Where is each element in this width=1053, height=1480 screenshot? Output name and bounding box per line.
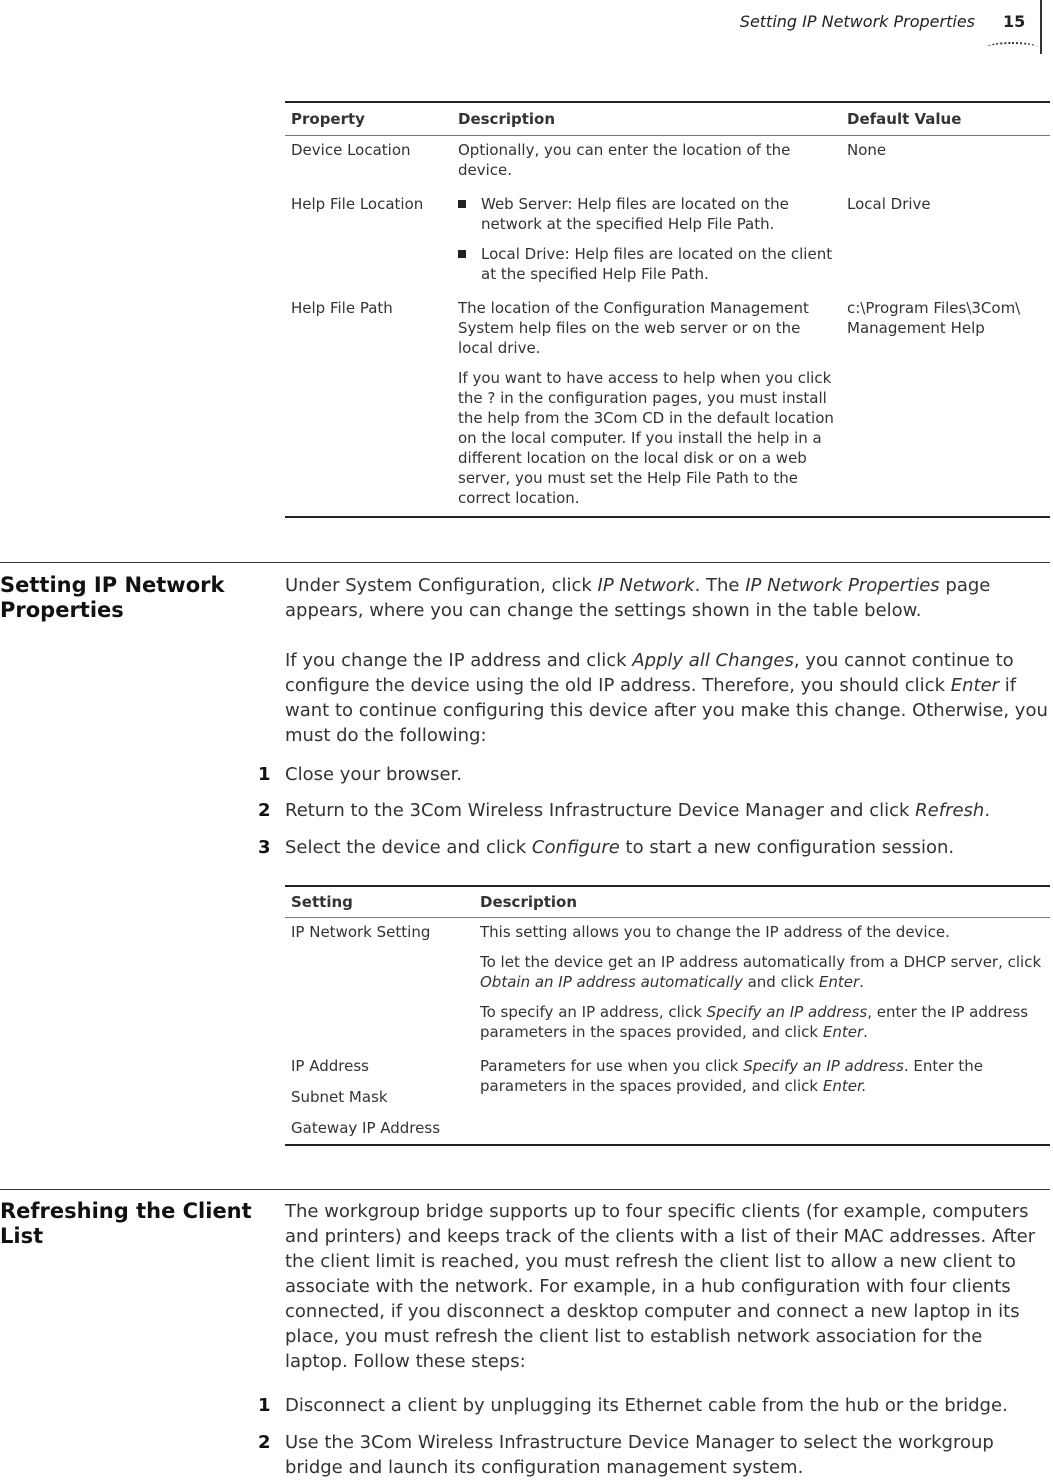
step-text: Disconnect a client by unplugging its Ethernet cable from the hub or the bridge. bbox=[285, 1395, 1008, 1416]
col-header-default: Default Value bbox=[847, 110, 962, 128]
paragraph: The workgroup bridge supports up to four specific clients (for example, computers and printers) and keeps track of the clients with a list of their MAC addresses. After the client limit is reached, you must refresh the client list to allow a new client to associate with the network. For example, in a hub configuration with four clients connected, if you disconnect a desktop computer and connect a new laptop in its place, you must refresh the client list to establish network association for the laptop. Follow these steps: bbox=[285, 1201, 1036, 1372]
table-header-row bbox=[285, 102, 1050, 136]
paragraph: If you change the IP address and click Apply all Changes, you cannot continue to configure the device using the old IP address. Therefore, you should click Enter if want to continue configuring this device after you make this change. Otherwise, you must do the following: bbox=[285, 650, 1048, 746]
property-cell: Help File Location bbox=[291, 195, 424, 213]
step-text: Return to the 3Com Wireless Infrastructure Device Manager and click Refresh. bbox=[285, 800, 991, 821]
setting-name: IP Address bbox=[291, 1057, 369, 1075]
table-row bbox=[285, 190, 1050, 294]
bullet-square-icon bbox=[458, 250, 466, 258]
section-body bbox=[285, 1199, 1050, 1384]
step-number: 1 bbox=[258, 764, 271, 785]
description-text: To let the device get an IP address automatically from a DHCP server, click Obtain an IP address automatically and click Enter. bbox=[480, 953, 1042, 991]
running-header-title: Setting IP Network Properties bbox=[739, 12, 975, 31]
step-number: 2 bbox=[258, 1432, 271, 1453]
table-header-row bbox=[285, 886, 1050, 918]
description-text: This setting allows you to change the IP address of the device. bbox=[480, 923, 950, 941]
description-cell bbox=[474, 1052, 1050, 1145]
description-cell bbox=[452, 190, 841, 294]
step-number: 2 bbox=[258, 800, 271, 821]
description-text: Optionally, you can enter the location of the device. bbox=[458, 141, 791, 179]
section-rule bbox=[0, 1189, 1050, 1190]
table-row bbox=[285, 918, 1050, 1053]
section-body bbox=[285, 573, 1050, 758]
col-header-description: Description bbox=[458, 110, 556, 128]
page-number: 15 bbox=[1003, 12, 1026, 31]
description-text: To specify an IP address, click Specify an IP address, enter the IP address parameters in the spaces provided, and click Enter. bbox=[480, 1003, 1029, 1041]
paragraph: Under System Configuration, click IP Network. The IP Network Properties page appears, where you can change the settings shown in the table below. bbox=[285, 575, 991, 621]
col-header-description: Description bbox=[480, 893, 578, 911]
setting-name: Subnet Mask bbox=[291, 1088, 388, 1106]
bullet-item bbox=[458, 244, 835, 284]
description-text: If you want to have access to help when you click the ? in the configuration pages, you must install the help from the 3Com CD in the default location on the local computer. If you install the help in a different location on the local disk or on a web server, you must set the Help File Path to the correct location. bbox=[458, 369, 834, 507]
description-text: Parameters for use when you click Specify an IP address. Enter the parameters in the spaces provided, and click Enter. bbox=[480, 1057, 983, 1095]
step-text: Use the 3Com Wireless Infrastructure Device Manager to select the workgroup bridge and launch its configuration management system. bbox=[285, 1432, 994, 1478]
section-rule bbox=[0, 562, 1050, 563]
property-cell: Device Location bbox=[291, 141, 411, 159]
corner-rule bbox=[1040, 0, 1042, 54]
table-row bbox=[285, 136, 1050, 191]
setting-name: Gateway IP Address bbox=[291, 1119, 441, 1137]
step-number: 3 bbox=[258, 837, 271, 858]
step-text: Select the device and click Configure to start a new configuration session. bbox=[285, 837, 955, 858]
property-table bbox=[285, 101, 1050, 518]
default-cell: Local Drive bbox=[847, 195, 931, 213]
col-header-setting: Setting bbox=[291, 893, 353, 911]
section-title-ip-network: Setting IP Network Properties bbox=[0, 573, 225, 622]
bullet-square-icon bbox=[458, 200, 466, 208]
step-text: Close your browser. bbox=[285, 764, 463, 785]
step-number: 1 bbox=[258, 1395, 271, 1416]
col-header-property: Property bbox=[291, 110, 365, 128]
property-cell: Help File Path bbox=[291, 299, 393, 317]
default-cell: c:\Program Files\3Com\ Management Help bbox=[847, 299, 1021, 337]
description-cell bbox=[452, 136, 841, 191]
settings-table bbox=[285, 885, 1050, 1146]
section-title-refreshing: Refreshing the Client List bbox=[0, 1199, 252, 1248]
corner-dots bbox=[987, 42, 1037, 52]
setting-cell bbox=[285, 1052, 474, 1145]
description-cell bbox=[452, 294, 841, 517]
default-cell: None bbox=[847, 141, 887, 159]
bullet-text: Web Server: Help files are located on the network at the specified Help File Path. bbox=[481, 195, 789, 233]
setting-cell: IP Network Setting bbox=[291, 923, 431, 941]
table-row bbox=[285, 294, 1050, 517]
description-cell bbox=[474, 918, 1050, 1053]
table-row bbox=[285, 1052, 1050, 1145]
description-text: The location of the Configuration Management System help files on the web server or on the local drive. bbox=[458, 299, 809, 357]
bullet-text: Local Drive: Help files are located on the client at the specified Help File Path. bbox=[481, 245, 833, 283]
bullet-item bbox=[458, 194, 835, 234]
